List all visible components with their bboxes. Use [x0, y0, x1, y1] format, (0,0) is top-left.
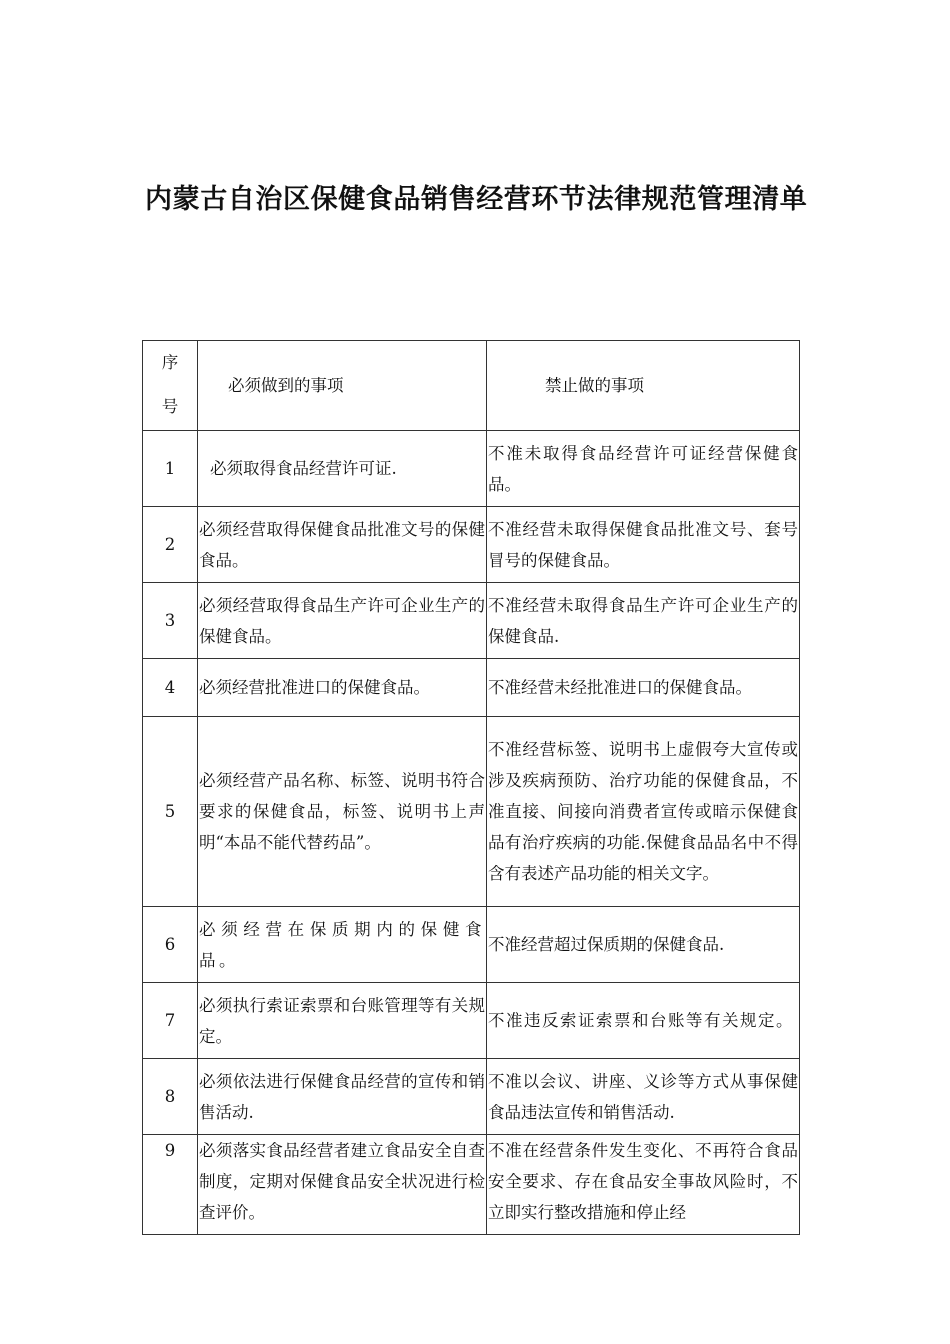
row-must-do: 必须经营取得保健食品批准文号的保健食品。 [198, 507, 487, 583]
row-forbidden: 不准经营未取得食品生产许可企业生产的保健食品. [487, 583, 800, 659]
header-number-cell [143, 341, 198, 431]
table-row [143, 583, 800, 659]
row-number: 1 [143, 431, 198, 507]
header-forbidden: 禁止做的事项 [487, 341, 800, 431]
table-row [143, 659, 800, 717]
row-must-do: 必须经营批准进口的保健食品。 [198, 659, 487, 717]
row-must-do: 必须经营在保质期内的保健食品。 [198, 907, 487, 983]
table-header-row [143, 341, 800, 431]
row-forbidden: 不准经营超过保质期的保健食品. [487, 907, 800, 983]
header-number-line1: 序 [161, 353, 179, 372]
row-forbidden: 不准经营未经批准进口的保健食品。 [487, 659, 800, 717]
regulation-table [142, 340, 800, 1235]
table-row [143, 507, 800, 583]
row-must-do: 必须落实食品经营者建立食品安全自查制度，定期对保健食品安全状况进行检查评价。 [198, 1135, 487, 1235]
header-number-line2: 号 [161, 397, 179, 416]
table-row [143, 431, 800, 507]
row-number: 6 [143, 907, 198, 983]
row-number: 2 [143, 507, 198, 583]
row-must-do: 必须依法进行保健食品经营的宣传和销售活动. [198, 1059, 487, 1135]
row-must-do: 必须经营产品名称、标签、说明书符合要求的保健食品，标签、说明书上声明“本品不能代替药品”。 [198, 717, 487, 907]
table-row [143, 907, 800, 983]
row-forbidden: 不准在经营条件发生变化、不再符合食品安全要求、存在食品安全事故风险时，不立即实行整改措施和停止经 [487, 1135, 800, 1235]
row-number: 5 [143, 717, 198, 907]
row-number: 7 [143, 983, 198, 1059]
table-row [143, 983, 800, 1059]
table-row [143, 717, 800, 907]
table-row [143, 1135, 800, 1235]
row-forbidden: 不准违反索证索票和台账等有关规定。 [487, 983, 800, 1059]
header-must-do: 必须做到的事项 [198, 341, 487, 431]
row-must-do: 必须取得食品经营许可证. [198, 431, 487, 507]
row-number: 3 [143, 583, 198, 659]
table-row [143, 1059, 800, 1135]
row-forbidden: 不准经营标签、说明书上虚假夸大宣传或涉及疾病预防、治疗功能的保健食品，不准直接、间接向消费者宣传或暗示保健食品有治疗疾病的功能.保健食品品名中不得含有表述产品功能的相关文字。 [487, 717, 800, 907]
row-forbidden: 不准未取得食品经营许可证经营保健食品。 [487, 431, 800, 507]
row-must-do: 必须执行索证索票和台账管理等有关规定。 [198, 983, 487, 1059]
row-must-do: 必须经营取得食品生产许可企业生产的保健食品。 [198, 583, 487, 659]
row-forbidden: 不准以会议、讲座、义诊等方式从事保健食品违法宣传和销售活动. [487, 1059, 800, 1135]
row-number: 4 [143, 659, 198, 717]
document-title: 内蒙古自治区保健食品销售经营环节法律规范管理清单 [145, 184, 808, 215]
row-forbidden: 不准经营未取得保健食品批准文号、套号冒号的保健食品。 [487, 507, 800, 583]
row-number: 8 [143, 1059, 198, 1135]
row-number: 9 [143, 1135, 198, 1235]
